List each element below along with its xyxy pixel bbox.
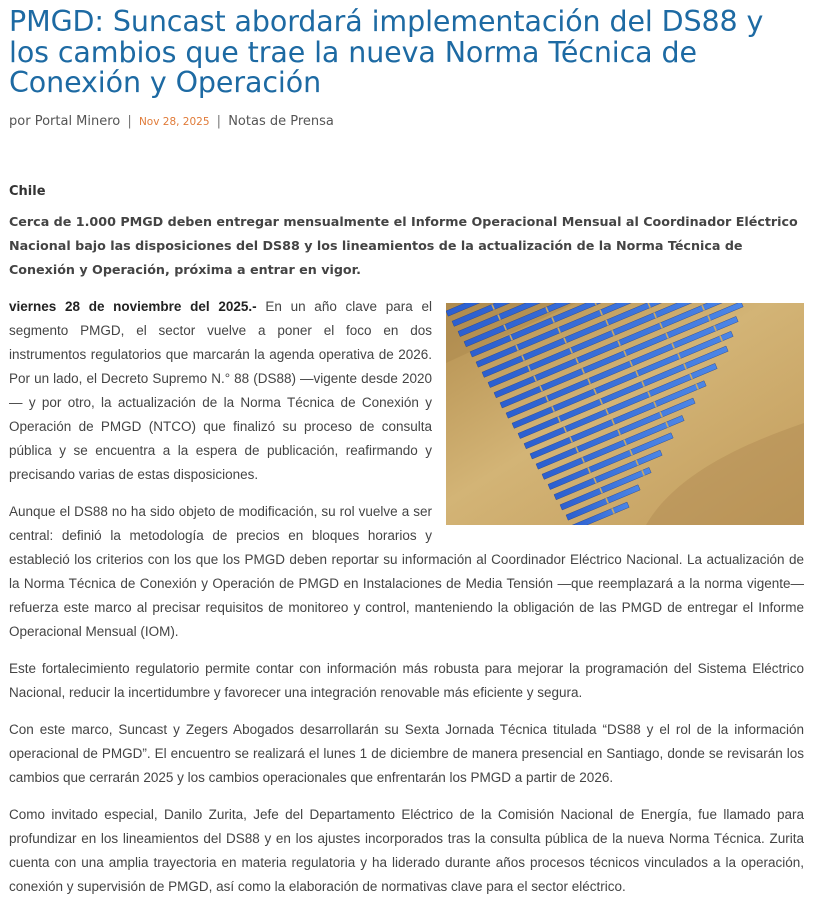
article-meta bbox=[9, 113, 804, 131]
author-link[interactable]: Portal Minero bbox=[34, 113, 121, 129]
dateline: viernes 28 de noviembre del 2025.- bbox=[9, 298, 257, 314]
publish-date: Nov 28, 2025 bbox=[138, 115, 210, 128]
solar-farm-photo bbox=[446, 303, 804, 525]
article-country: Chile bbox=[9, 183, 46, 199]
paragraph: Como invitado especial, Danilo Zurita, Jefe del Departamento Eléctrico de la Comisión Nacional de Energía, fue llamado para profundizar en los lineamientos del DS88 y en los ajustes incorporados tras la consulta pública de la nueva Norma Técnica. Zurita cuenta con una amplia trayectoria en materia regulatoria y ha liderado durante años procesos técnicos vinculados a la operación, conexión y supervisión de PMGD, así como la elaboración de normativas clave para el sector eléctrico. bbox=[9, 806, 804, 894]
meta-separator: | bbox=[127, 113, 132, 129]
meta-separator: | bbox=[216, 113, 222, 129]
category-link[interactable]: Notas de Prensa bbox=[228, 113, 334, 129]
article bbox=[9, 0, 804, 912]
meta-by: por bbox=[9, 113, 31, 129]
paragraph: Aunque el DS88 no ha sido objeto de modificación, su rol vuelve a ser central: definió la metodología de precios en bloques horarios y estableció los criterios con los que los PMGD deben reportar su información al Coordinador Eléctrico Nacional. La actualización de la Norma Técnica de Conexión y Operación de PMGD en Instalaciones de Media Tensión —que reemplazará a la norma vigente— refuerza este marco al precisar requisitos de monitoreo y control, manteniendo la obligación de las PMGD de entregar el Informe Operacional Mensual (IOM). bbox=[9, 503, 804, 639]
paragraph-text: En un año clave para el segmento PMGD, el sector vuelve a poner el foco en dos instrumentos regulatorios que marcarán la agenda operativa de 2026. Por un lado, el Decreto Supremo N.° 88 (DS88) —vigente desde 2020— y por otro, la actualización de la Norma Técnica de Conexión y Operación de PMGD (NTCO) que finalizó su proceso de consulta pública y se encuentra a la espera de publicación, reafirmando y precisando varias de estas disposiciones. bbox=[9, 298, 432, 482]
article-title: PMGD: Suncast abordará implementación del DS88 y los cambios que trae la nueva Norma Técnica de Conexión y Operación bbox=[9, 5, 764, 99]
article-lead: Cerca de 1.000 PMGD deben entregar mensualmente el Informe Operacional Mensual al Coordinador Eléctrico Nacional bajo las disposiciones del DS88 y los lineamientos de la actualización de la Norma Técnica de Conexión y Operación, próxima a entrar en vigor. bbox=[9, 213, 798, 277]
paragraph: Este fortalecimiento regulatorio permite contar con información más robusta para mejorar la programación del Sistema Eléctrico Nacional, reducir la incertidumbre y favorecer una integración renovable más eficiente y segura. bbox=[9, 660, 804, 700]
article-body bbox=[9, 295, 804, 899]
paragraph: Con este marco, Suncast y Zegers Abogados desarrollarán su Sexta Jornada Técnica titulada “DS88 y el rol de la información operacional de PMGD”. El encuentro se realizará el lunes 1 de diciembre de manera presencial en Santiago, donde se revisarán los cambios que cerrarán 2025 y los cambios operacionales que enfrentarán los PMGD a partir de 2026. bbox=[9, 721, 804, 785]
